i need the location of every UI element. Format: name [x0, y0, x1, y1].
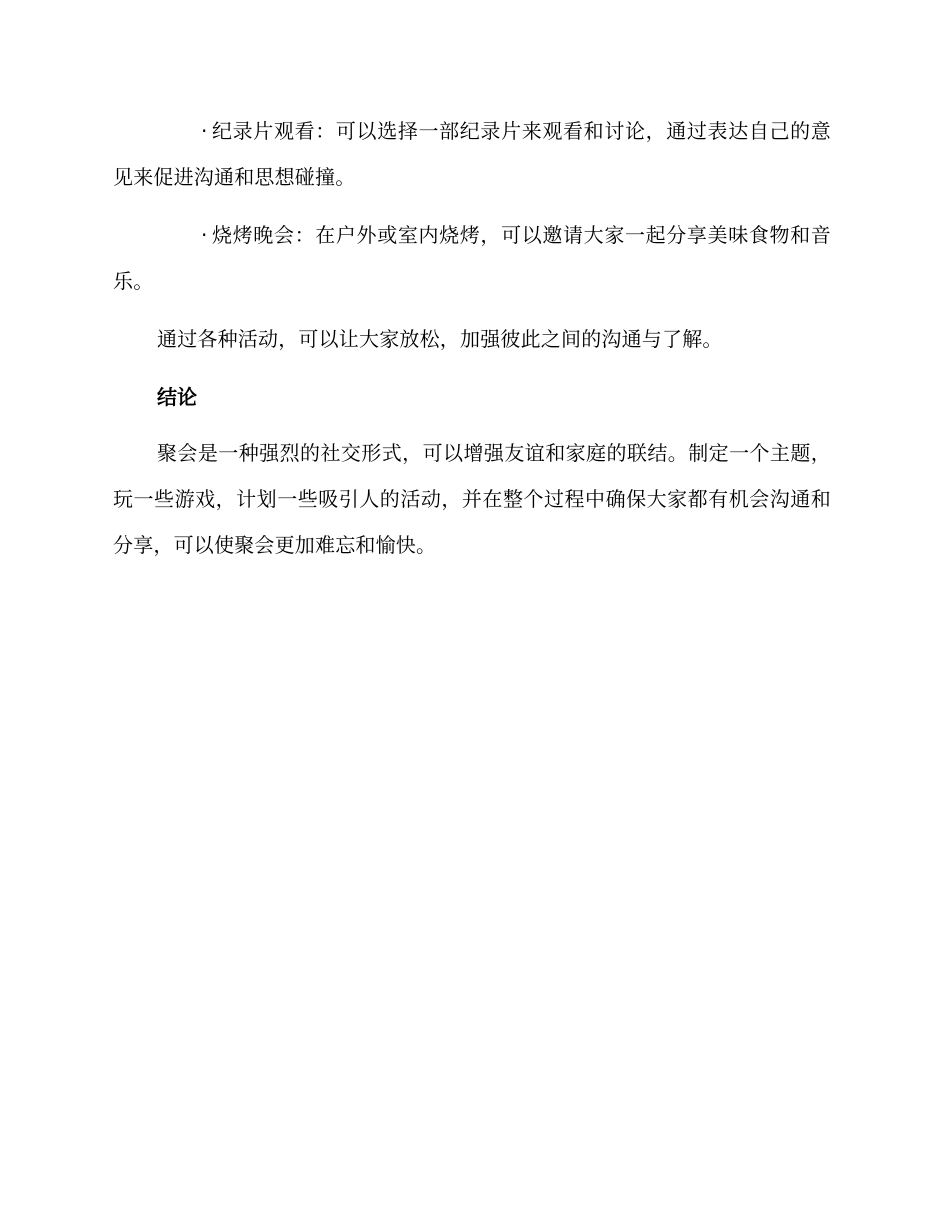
bullet-item-text: 纪录片观看：可以选择一部纪录片来观看和讨论，通过表达自己的意见来促进沟通和思想碰撞。 [113, 119, 831, 189]
bullet-item-bbq [113, 212, 831, 304]
conclusion-paragraph: 聚会是一种强烈的社交形式，可以增强友谊和家庭的联结。制定一个主题，玩一些游戏，计划一些吸引人的活动，并在整个过程中确保大家都有机会沟通和分享，可以使聚会更加难忘和愉快。 [113, 441, 831, 557]
bullet-item-documentary [113, 108, 831, 200]
bullet-dot-icon: · [201, 223, 208, 247]
summary-paragraph: 通过各种活动，可以让大家放松，加强彼此之间的沟通与了解。 [157, 327, 723, 351]
bullet-dot-icon: · [201, 119, 208, 143]
document-body [113, 108, 831, 580]
conclusion-heading: 结论 [157, 385, 197, 409]
bullet-item-text: 烧烤晚会：在户外或室内烧烤，可以邀请大家一起分享美味食物和音乐。 [113, 223, 831, 293]
